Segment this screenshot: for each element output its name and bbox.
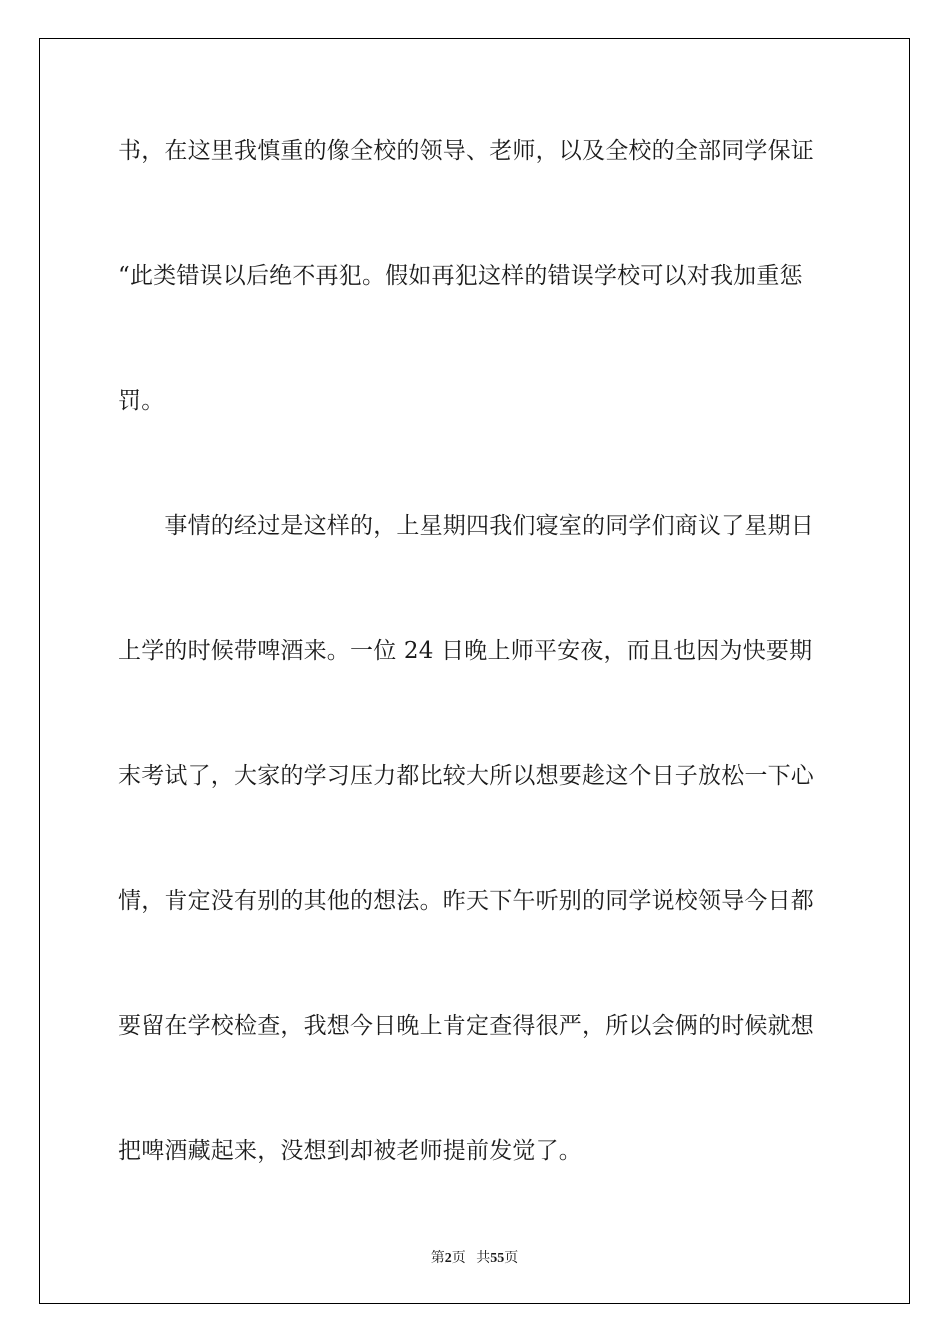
text-line: 要留在学校检查，我想今日晚上肯定查得很严，所以会俩的时候就想 [118,1013,814,1039]
text-line: 书，在这里我慎重的像全校的领导、老师，以及全校的全部同学保证 [118,138,814,164]
text-line: 情，肯定没有别的其他的想法。昨天下午听别的同学说校领导今日都 [118,888,814,914]
total-suffix: 页 [504,1251,519,1266]
text-line: 罚。 [118,388,165,414]
total-prefix: 共 [476,1251,491,1266]
page-number: 2 [444,1251,452,1266]
text-line: 上学的时候带啤酒来。一位 24 日晚上师平安夜，而且也因为快要期 [118,638,813,664]
text-line: “此类错误以后绝不再犯。假如再犯这样的错误学校可以对我加重惩 [118,263,803,289]
total-pages: 55 [490,1251,505,1266]
text-line: 把啤酒藏起来，没想到却被老师提前发觉了。 [118,1138,582,1164]
page-prefix: 第 [430,1251,445,1266]
document-page [39,38,910,1304]
page-footer [40,1247,909,1267]
page-suffix: 页 [451,1251,466,1266]
text-line: 末考试了，大家的学习压力都比较大所以想要趁这个日子放松一下心 [118,763,814,789]
text-line: 事情的经过是这样的，上星期四我们寝室的同学们商议了星期日 [118,513,814,539]
